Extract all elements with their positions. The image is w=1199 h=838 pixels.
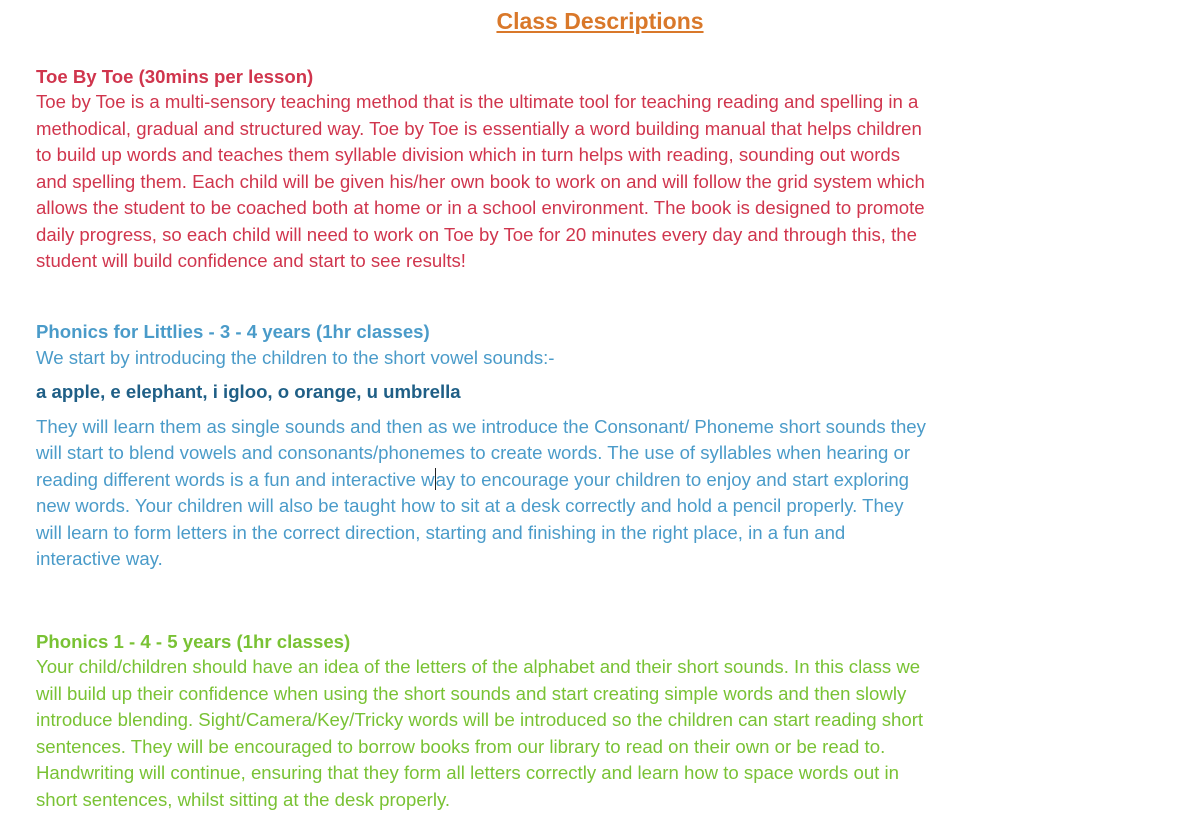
body-line-part: reading different words is a fun and interactive w (36, 468, 435, 490)
vowel-sounds-list: a apple, e elephant, i igloo, o orange, u umbrella (36, 380, 461, 402)
body-line: will learn to form letters in the correct direction, starting and finishing in the right place, in a fun and (36, 521, 846, 543)
body-line: will start to blend vowels and consonants/phonemes to create words. The use of syllables when hearing or (36, 442, 911, 463)
section-heading-phonics-1: Phonics 1 - 4 - 5 years (1hr classes) (36, 631, 351, 652)
body-line: allows the student to be coached both at home or in a school environment. The book is designed to promote (36, 197, 925, 218)
section-heading-toe-by-toe: Toe By Toe (30mins per lesson) (36, 66, 314, 87)
body-line: sentences. They will be encouraged to borrow books from our library to read on their own or be read to. (36, 735, 886, 757)
body-line: They will learn them as single sounds and then as we introduce the Consonant/ Phoneme short sounds they (36, 415, 926, 437)
page-title: Class Descriptions (496, 8, 704, 34)
body-line: Toe by Toe is a multi-sensory teaching method that is the ultimate tool for teaching reading and spelling in a (36, 91, 919, 112)
section-toe-by-toe (36, 65, 925, 275)
body-line: and spelling them. Each child will be given his/her own book to work on and will follow the grid system which (36, 170, 925, 192)
body-line: student will build confidence and start to see results! (36, 250, 466, 271)
section-phonics-littlies (36, 320, 926, 573)
section-heading-phonics-littlies: Phonics for Littlies - 3 - 4 years (1hr classes) (36, 321, 430, 342)
body-line: short sentences, whilst sitting at the desk properly. (36, 788, 451, 810)
body-line: interactive way. (36, 548, 163, 569)
body-line: Your child/children should have an idea of the letters of the alphabet and their short sounds. In this class we (36, 656, 921, 677)
body-line: We start by introducing the children to the short vowel sounds:- (36, 347, 555, 368)
body-line (36, 467, 926, 494)
body-line: daily progress, so each child will need to work on Toe by Toe for 20 minutes every day and through this, the (36, 223, 917, 245)
body-line: methodical, gradual and structured way. Toe by Toe is essentially a word building manual that helps children (36, 117, 922, 139)
body-line: to build up words and teaches them syllable division which in turn helps with reading, sounding out words (36, 144, 901, 165)
section-body-phonics-littlies (36, 414, 926, 573)
section-body-phonics-1 (36, 654, 923, 813)
section-body-toe-by-toe (36, 89, 925, 275)
body-line: will build up their confidence when using the short sounds and start creating simple words and then slowly (36, 682, 907, 704)
section-phonics-1 (36, 630, 923, 813)
body-line: introduce blending. Sight/Camera/Key/Tricky words will be introduced so the children can start reading short (36, 709, 924, 730)
body-line: Handwriting will continue, ensuring that they form all letters correctly and learn how to space words out in (36, 762, 899, 783)
body-line: new words. Your children will also be taught how to sit at a desk correctly and hold a pencil properly. They (36, 495, 904, 516)
section-intro-phonics-littlies (36, 345, 926, 372)
body-line-part: ay to encourage your children to enjoy and start exploring (435, 468, 910, 490)
